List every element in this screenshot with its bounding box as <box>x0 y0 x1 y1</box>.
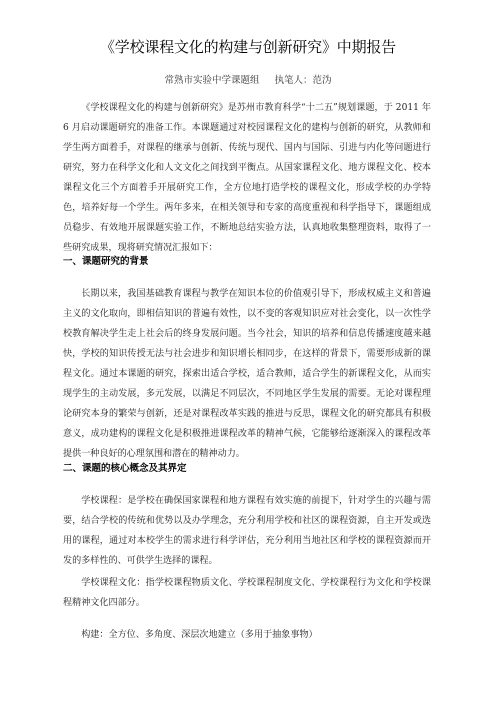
byline <box>0 74 496 87</box>
concept-construction: 构建：全方位、多角度、深层次地建立（多用于抽象事物） <box>81 630 318 640</box>
section-heading-core-concepts: 二、课题的核心概念及其界定 <box>63 463 187 474</box>
concept-curriculum-culture: 学校课程文化：指学校课程物质文化、学校课程制度文化、学校课程行为文化和学校课程精神文化四部分。 <box>63 578 431 608</box>
intro-paragraph: 《学校课程文化的构建与创新研究》是苏州市教育科学“十二五”规划课题，于 2011 年 6 月启动课题研究的准备工作。本课题通过对校园课程文化的建构与创新的研究，从教师和学生两方面着手，对课程的继承与创新、传统与现代、国内与国际、引进与内化等问题进行研究，努力在科学文化和人文文化之间找到平衡点。从国家课程文化、地方课程文化、校本课程文化三个方面着手开展研究工作，全方位地打造学校的课程文化，形成学校的办学特色，培养好每一个学生。两年多来，在相关领导和专家的高度重视和科学指导下，课题组成员稳步、有效地开展课题实验工作，不断地总结实验方法，认真地收集整理资料，取得了一些研究成果，现将研究情况汇报如下： <box>63 103 431 253</box>
byline-author: 执笔人：范沩 <box>274 75 332 86</box>
section-heading-background: 一、课题研究的背景 <box>63 256 149 267</box>
byline-school: 常熟市实验中学课题组 <box>164 75 260 86</box>
document-title: 《学校课程文化的构建与创新研究》中期报告 <box>99 38 396 56</box>
background-paragraph: 长期以来，我国基础教育课程与教学在知识本位的价值观引导下，形成权威主义和普遍主义的文化取向，即相信知识的普遍有效性，以不变的客观知识应对社会变化，以一次性学校教育解决学生走上社会后的终身发展问题。当今社会，知识的培养和信息传播速度越来越快，学校的知识传授无法与社会进步和知识增长相同步，在这样的背景下，需要形成新的课程文化。通过本课题的研究，探索出适合学校，适合教师，适合学生的新课程文化，从而实现学生的主动发展，多元发展，以满足不同层次，不同地区学生发展的需要。无论对课程理论研究本身的繁荣与创新，还是对课程改革实践的推进与反思，课程文化的研究都具有积极意义，成功建构的课程文化是积极推进课程改革的精神气候，它能够给逐渐深入的课程改革提供一种良好的心理氛围和潜在的精神动力。 <box>63 289 431 459</box>
concept-school-curriculum: 学校课程：是学校在确保国家课程和地方课程有效实施的前提下，针对学生的兴趣与需要，结合学校的传统和优势以及办学理念，充分利用学校和社区的课程资源，自主开发或选用的课程，通过对本校学生的需求进行科学评估，充分利用当地社区和学校的课程资源而开发的多样性的、可供学生选择的课程。 <box>63 496 431 566</box>
